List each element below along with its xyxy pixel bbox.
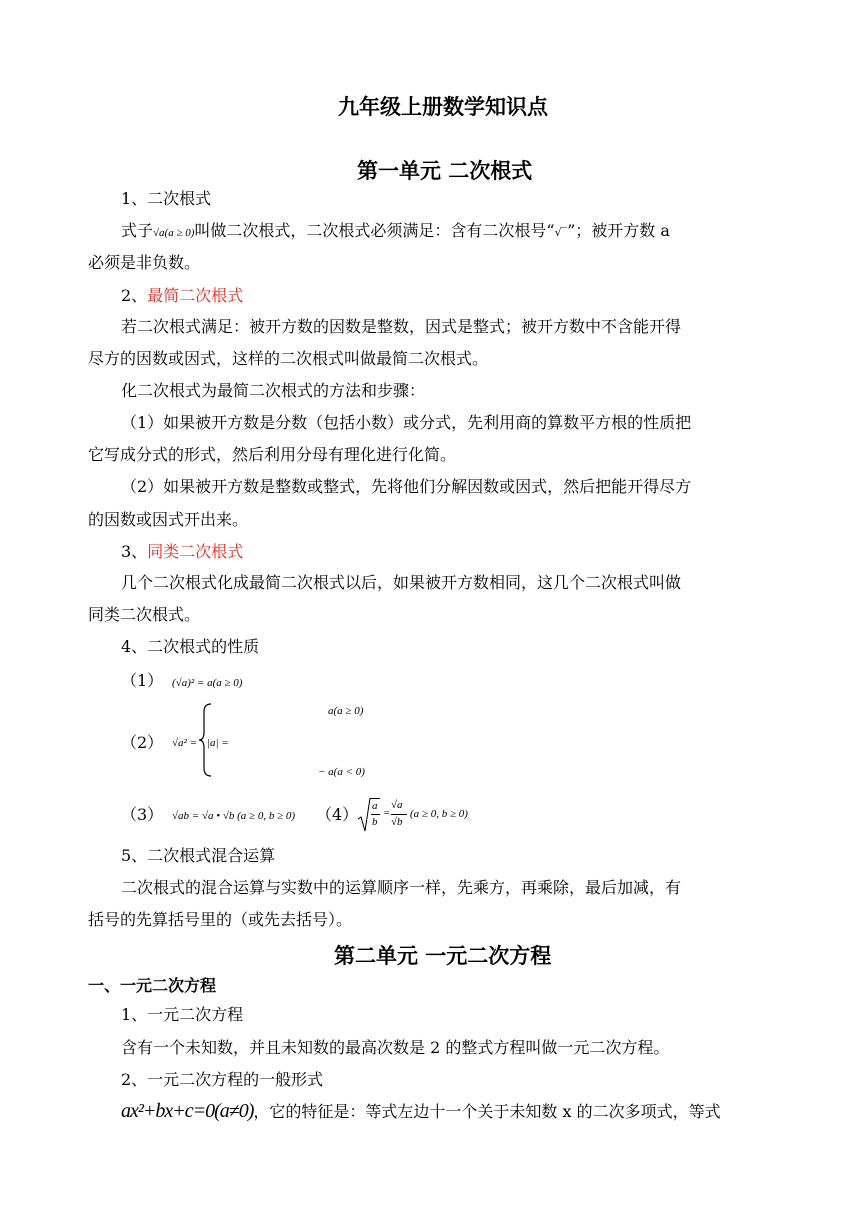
radical-sign-icon xyxy=(357,797,371,833)
u1-s2-p3-l1: （1）如果被开方数是分数（包括小数）或分式，先利用商的算数平方根的性质把 xyxy=(121,413,692,432)
u1-s2-prefix: 2、 xyxy=(121,286,148,305)
u1-s4-n2: （2） xyxy=(121,733,164,752)
u1-s4-n4: （4） xyxy=(316,805,359,824)
u1-s4-f4-num-a: a xyxy=(372,800,378,812)
u1-s1-line2: 必须是非负数。 xyxy=(88,253,201,272)
u1-s2-p2: 化二次根式为最简二次根式的方法和步骤： xyxy=(121,381,426,400)
u1-s4-f2-lhs: √a² = xyxy=(172,737,198,749)
u2-s2-text: ，它的特征是：等式左边十一个关于未知数 x 的二次多项式，等式 xyxy=(253,1102,721,1121)
u1-s4-heading: 4、二次根式的性质 xyxy=(121,637,260,656)
document-title: 九年级上册数学知识点 xyxy=(338,95,548,119)
u1-s1-line1a: 式子 xyxy=(121,221,154,240)
radical-sign-icon: √‾ xyxy=(554,226,568,239)
u1-s1-line1b: 叫做二次根式，二次根式必须满足：含有二次根号“ xyxy=(194,221,555,240)
u2-s2-line xyxy=(121,1097,721,1127)
u1-s4-f2-case1: a(a ≥ 0) xyxy=(328,705,364,717)
u1-s3-prefix: 3、 xyxy=(121,542,148,561)
u1-s1-line1c: ”；被开方数 a xyxy=(567,221,670,240)
u1-s3-heading xyxy=(121,537,243,567)
u1-s4-f4-cond: (a ≥ 0, b ≥ 0) xyxy=(410,808,468,820)
u1-s4-f4-den-rb: √b xyxy=(391,816,403,828)
u1-s2-p4-l1: （2）如果被开方数是整数或整式，先将他们分解因数或因式，然后把能开得尽方 xyxy=(121,477,692,496)
u2-s2-heading: 2、一元二次方程的一般形式 xyxy=(121,1070,324,1089)
u2-section-heading: 一、一元二次方程 xyxy=(88,976,217,995)
u1-s5-p1-l2: 括号的先算括号里的（或先去括号）。 xyxy=(88,910,353,929)
u1-s4-f4-eq: = xyxy=(383,807,391,819)
u2-s1-p: 含有一个未知数，并且未知数的最高次数是 2 的整式方程叫做一元二次方程。 xyxy=(121,1038,670,1057)
u1-s4-f4-num-ra: √a xyxy=(391,799,403,811)
u1-s2-p1-l1: 若二次根式满足：被开方数的因数是整数，因式是整式；被开方数中不含能开得 xyxy=(121,317,682,336)
u1-s2-p4-l2: 的因数或因式开出来。 xyxy=(88,510,249,529)
u2-s2-formula: ax²+bx+c=0(a≠0) xyxy=(121,1100,254,1122)
fraction-bar xyxy=(371,814,380,815)
u1-s4-f1: (√a)² = a(a ≥ 0) xyxy=(172,677,243,689)
u1-s3-heading-red: 同类二次根式 xyxy=(147,542,244,561)
u1-s3-p1-l1: 几个二次根式化成最简二次根式以后，如果被开方数相同，这几个二次根式叫做 xyxy=(121,573,682,592)
u1-s1-line1 xyxy=(121,216,670,248)
u1-s4-n3: （3） xyxy=(121,805,164,824)
u1-s4-f3: √ab = √a • √b (a ≥ 0, b ≥ 0) xyxy=(172,810,296,822)
u1-s4-n1: （1） xyxy=(121,671,164,690)
u1-s1-formula: √a(a ≥ 0) xyxy=(153,227,195,239)
fraction-bar xyxy=(391,814,407,815)
u1-s1-heading: 1、二次根式 xyxy=(121,189,212,208)
u1-s4-f2-abs: |a| = xyxy=(207,737,229,749)
u1-s2-p1-l2: 尽方的因数或因式，这样的二次根式叫做最简二次根式。 xyxy=(88,349,489,368)
u1-s3-p1-l2: 同类二次根式。 xyxy=(88,605,201,624)
radical-bar xyxy=(370,798,380,799)
u2-s1-heading: 1、一元二次方程 xyxy=(121,1005,244,1024)
u1-s4-f4-den-b: b xyxy=(372,816,378,828)
u1-s2-heading xyxy=(121,281,243,311)
u1-s4-f2-case2: − a(a < 0) xyxy=(318,766,365,778)
unit2-title: 第二单元 一元二次方程 xyxy=(334,944,552,968)
u1-s2-heading-red: 最简二次根式 xyxy=(147,286,244,305)
unit1-title: 第一单元 二次根式 xyxy=(357,159,533,183)
u1-s4-f4 xyxy=(357,797,477,837)
u1-s5-heading: 5、二次根式混合运算 xyxy=(121,846,276,865)
u1-s5-p1-l1: 二次根式的混合运算与实数中的运算顺序一样，先乘方，再乘除，最后加减，有 xyxy=(121,878,682,897)
u1-s2-p3-l2: 它写成分式的形式，然后利用分母有理化进行化简。 xyxy=(88,445,457,464)
